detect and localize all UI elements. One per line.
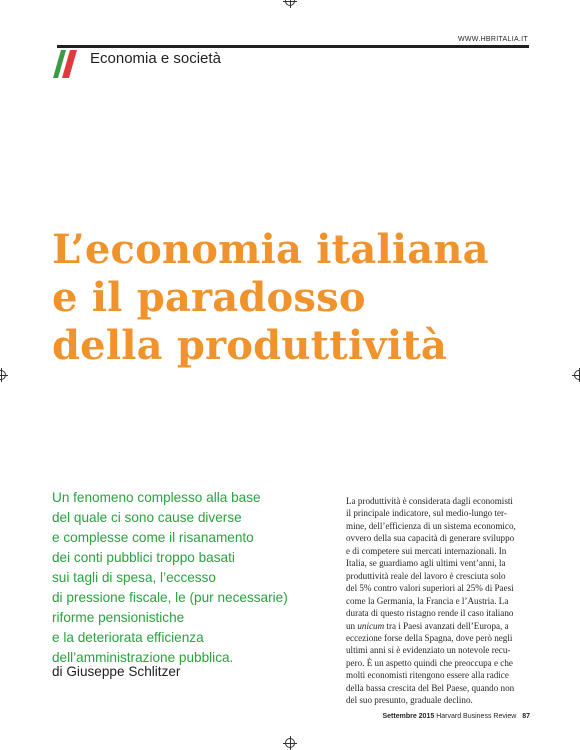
article-headline xyxy=(52,226,489,370)
body-line: molti economisti ritengono essere alla radice xyxy=(346,670,509,681)
body-line: produttività reale del lavoro è cresciuta solo xyxy=(346,570,506,581)
italian-flag-stripes-icon xyxy=(52,50,82,78)
body-line: come la Germania, la Francia e l’Austria. La xyxy=(346,595,509,606)
body-line: del suo presunto, graduale declino. xyxy=(346,695,473,706)
headline-line: e il paradosso xyxy=(52,274,366,321)
body-line: un unicum tra i Paesi avanzati dell’Europa, a xyxy=(346,620,509,631)
body-line: della bassa crescita del Bel Paese, quando non xyxy=(346,682,515,693)
registration-mark-left xyxy=(0,370,6,380)
header-rule xyxy=(57,45,529,48)
registration-mark-top xyxy=(285,0,295,6)
body-italic-term: unicum xyxy=(357,620,385,631)
registration-mark-right xyxy=(574,370,580,380)
footer-date: Settembre 2015 xyxy=(382,713,435,720)
lead-line: e complesse come il risanamento xyxy=(52,530,254,545)
lead-line: dei conti pubblici troppo basati xyxy=(52,550,235,565)
page-number: 87 xyxy=(522,713,530,720)
lead-line: e la deteriorata efficienza xyxy=(52,630,204,645)
registration-mark-bottom xyxy=(285,738,295,748)
lead-line: Un fenomeno complesso alla base xyxy=(52,490,261,505)
site-url: WWW.HBRITALIA.IT xyxy=(457,36,528,43)
body-line: Italia, se guardiamo agli ultimi vent’anni, la xyxy=(346,558,506,569)
body-line: eccezione forse della Spagna, dove però negli xyxy=(346,632,513,643)
footer-publication: Harvard Business Review xyxy=(436,713,517,720)
body-line: del 5% contro valori superiori al 25% di Paesi xyxy=(346,583,514,594)
body-line: La produttività è considerata dagli economisti xyxy=(346,496,513,506)
headline-line: L’economia italiana xyxy=(52,226,489,273)
lead-line: riforme pensionistiche xyxy=(52,610,185,625)
body-line: ovvero della sua capacità di generare sviluppo xyxy=(346,533,515,544)
body-line: il principale indicatore, sul medio-lungo ter- xyxy=(346,508,507,519)
body-line: ultimi anni si è evidenziato un notevole recu- xyxy=(346,645,511,656)
lead-line: sui tagli di spesa, l’eccesso xyxy=(52,570,216,585)
body-line: e di competere sui mercati internazionali. In xyxy=(346,545,507,556)
lead-line: del quale ci sono cause diverse xyxy=(52,510,242,525)
section-label: Economia e società xyxy=(90,50,221,67)
body-line: mine, dell’efficienza di un sistema economico, xyxy=(346,520,516,531)
page-footer xyxy=(382,713,530,720)
article-byline: di Giuseppe Schlitzer xyxy=(52,664,181,679)
article-body-column xyxy=(346,495,532,707)
article-lead xyxy=(52,488,322,668)
body-line: durata di questo ristagno rende il caso italiano xyxy=(346,608,514,619)
lead-line: di pressione fiscale, le (pur necessarie) xyxy=(52,590,288,605)
lead-line: dell’amministrazione pubblica. xyxy=(52,650,234,665)
body-line: pero. È un aspetto quindi che preoccupa e che xyxy=(346,657,513,668)
headline-line: della produttività xyxy=(52,322,448,369)
